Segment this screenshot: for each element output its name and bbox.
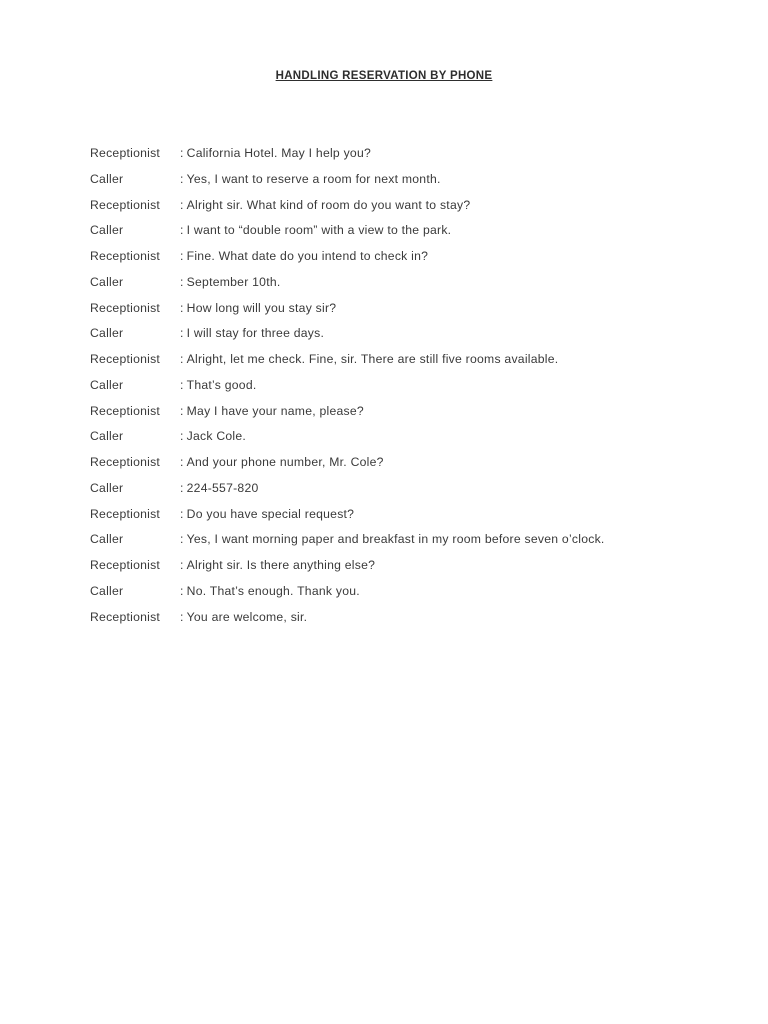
line-text [180,275,281,290]
line-content: And your phone number, Mr. Cole? [186,455,384,469]
dialogue-line [90,146,710,172]
dialogue-line [90,558,710,584]
speaker-label: Caller [90,583,124,598]
speaker-label: Receptionist [90,249,161,263]
line-separator: : [180,300,184,315]
line-separator: : [180,171,184,186]
line-separator: : [180,455,184,469]
speaker-label: Receptionist [90,197,161,212]
dialogue-line [90,172,710,198]
line-content: I want to “double room” with a view to the park. [186,223,452,238]
line-separator: : [180,352,184,366]
line-text [180,507,354,522]
line-separator: : [180,506,184,521]
line-content: That’s good. [186,377,257,392]
line-separator: : [180,223,184,238]
dialogue-line [90,198,710,224]
line-content: Alright sir. Is there anything else? [186,558,376,572]
line-text [180,558,375,573]
line-separator: : [180,274,184,289]
dialogue-line [90,223,710,249]
line-separator: : [180,609,184,624]
speaker-label: Receptionist [90,506,161,521]
line-separator: : [180,249,184,263]
line-content: Do you have special request? [186,506,355,521]
speaker-label: Receptionist [90,558,161,572]
dialogue-line [90,507,710,533]
line-text [180,481,259,496]
line-content: California Hotel. May I help you? [186,146,372,160]
line-content: How long will you stay sir? [186,300,337,315]
line-separator: : [180,583,184,598]
line-text [180,352,558,367]
speaker-label: Receptionist [90,609,161,624]
line-separator: : [180,429,184,444]
line-text [180,532,605,547]
line-text [180,429,246,444]
line-text [180,455,384,470]
line-text [180,249,428,264]
line-separator: : [180,480,184,495]
line-content: I will stay for three days. [186,326,325,341]
line-separator: : [180,197,184,212]
dialogue-line [90,378,710,404]
speaker-label: Caller [90,326,124,341]
line-content: Alright sir. What kind of room do you want to stay? [186,197,471,212]
dialogue-line [90,532,710,558]
line-content: Yes, I want to reserve a room for next month. [186,171,441,186]
dialogue-line [90,610,710,636]
line-text [180,172,441,187]
dialogue-line [90,404,710,430]
line-separator: : [180,326,184,341]
line-content: You are welcome, sir. [186,609,308,624]
dialogue-line [90,249,710,275]
line-content: Jack Cole. [186,429,247,444]
line-text [180,326,324,341]
speaker-label: Receptionist [90,455,161,469]
dialogue-list [90,146,710,635]
speaker-label: Caller [90,480,124,495]
speaker-label: Caller [90,377,124,392]
speaker-label: Caller [90,274,124,289]
line-separator: : [180,403,184,418]
line-content: May I have your name, please? [186,403,364,418]
speaker-label: Receptionist [90,403,161,418]
dialogue-line [90,326,710,352]
speaker-label: Caller [90,532,124,547]
line-separator: : [180,146,184,160]
speaker-label: Caller [90,223,124,238]
dialogue-line [90,301,710,327]
dialogue-line [90,584,710,610]
dialogue-line [90,352,710,378]
line-content: Alright, let me check. Fine, sir. There are still five rooms available. [186,352,559,366]
line-separator: : [180,532,184,547]
line-content: 224-557-820 [186,480,259,495]
line-text [180,198,470,213]
dialogue-line [90,455,710,481]
line-text [180,610,307,625]
speaker-label: Receptionist [90,146,161,160]
line-text [180,378,257,393]
line-text [180,404,364,419]
line-content: September 10th. [186,274,281,289]
line-text [180,301,336,316]
dialogue-line [90,275,710,301]
document-title: HANDLING RESERVATION BY PHONE [275,70,493,82]
speaker-label: Caller [90,171,124,186]
line-content: Fine. What date do you intend to check in? [186,249,429,263]
dialogue-line [90,481,710,507]
line-content: Yes, I want morning paper and breakfast in my room before seven o’clock. [186,532,605,547]
speaker-label: Receptionist [90,352,161,366]
dialogue-line [90,429,710,455]
line-text [180,584,360,599]
line-separator: : [180,558,184,572]
line-content: No. That’s enough. Thank you. [186,583,360,598]
speaker-label: Caller [90,429,124,444]
speaker-label: Receptionist [90,300,161,315]
line-text [180,223,451,238]
line-separator: : [180,377,184,392]
line-text [180,146,371,161]
